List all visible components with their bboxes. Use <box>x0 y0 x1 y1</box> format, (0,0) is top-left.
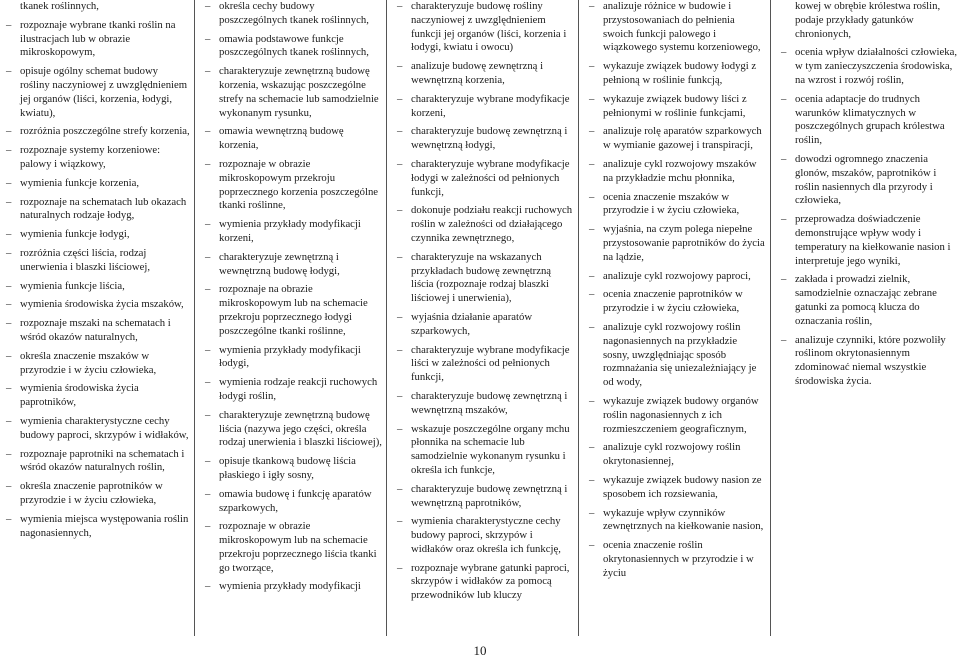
list-item: – określa cechy budowy poszczególnych tkanek roślinnych, <box>205 0 384 28</box>
list-item: – wymienia funkcje liścia, <box>6 280 192 294</box>
list-item-continuation: kowej w obrębie królestwa roślin, podaje przykłady gatunków chronionych, <box>795 0 941 40</box>
list-item-continuation: tkanek roślinnych, <box>20 0 99 12</box>
list-item: – charakteryzuje wybrane modyfikacje liści w zależności od pełnionych funkcji, <box>397 344 576 385</box>
list-item: – wykazuje związek budowy organów roślin nagonasiennych z ich rozmieszczeniem geograficznym, <box>589 395 768 436</box>
list-item: – opisuje tkankową budowę liścia płaskiego i igły sosny, <box>205 455 384 483</box>
list-item: – charakteryzuje na wskazanych przykładach budowę zewnętrzną liścia (rozpoznaje rodzaj blaszki liściowej i unerwienia), <box>397 251 576 306</box>
list-item: – wymienia charakterystyczne cechy budowy paproci, skrzypów i widłaków, <box>6 415 192 443</box>
list-item: – charakteryzuje zewnętrzną budowę korzenia, wskazując poszczególne strefy na schemacie lub samodzielnie wykonanym rysunku, <box>205 65 384 120</box>
list-item: – rozpoznaje na schematach lub okazach naturalnych rodzaje łodyg, <box>6 196 192 224</box>
list-item: – wyjaśnia działanie aparatów szparkowych, <box>397 311 576 339</box>
list-item: – ocenia wpływ działalności człowieka, w tym zanieczyszczenia środowiska, na wzrost i rozwój roślin, <box>781 46 960 87</box>
list-item: – ocenia znaczenie mszaków w przyrodzie i w życiu człowieka, <box>589 191 768 219</box>
list-item: – charakteryzuje budowę zewnętrzną i wewnętrzną paprotników, <box>397 483 576 511</box>
list-item: – wymienia funkcje korzenia, <box>6 177 192 191</box>
list-item: – analizuje cykl rozwojowy paproci, <box>589 270 768 284</box>
list-item: – wymienia charakterystyczne cechy budowy paproci, skrzypów i widłaków oraz określa ich funkcję, <box>397 515 576 556</box>
list-item: – wykazuje związek budowy liści z pełnionymi w roślinie funkcjami, <box>589 93 768 121</box>
list-item: – analizuje cykl rozwojowy roślin nagonasiennych na przykładzie sosny, uwzględniając sposób rozmnażania się uniezależniający je od wody, <box>589 321 768 390</box>
column-2 <box>194 0 384 636</box>
list-item: – ocenia znaczenie roślin okrytonasiennych w przyrodzie i w życiu <box>589 539 768 580</box>
list-item: – wymienia rodzaje reakcji ruchowych łodygi roślin, <box>205 376 384 404</box>
list-item: – zakłada i prowadzi zielnik, samodzielnie oznaczając zebrane gatunki za pomocą klucza do oznaczania roślin, <box>781 273 960 328</box>
list-item: – rozpoznaje w obrazie mikroskopowym przekroju poprzecznego korzenia poszczególne tkanki roślinne, <box>205 158 384 213</box>
column-1 <box>0 0 192 636</box>
list-item: – ocenia adaptacje do trudnych warunków klimatycznych w poszczególnych grupach królestwa roślin, <box>781 93 960 148</box>
list-item: – analizuje czynniki, które pozwoliły roślinom okrytonasiennym zdominować niemal wszystkie środowiska życia. <box>781 334 960 389</box>
list-item: – rozróżnia poszczególne strefy korzenia, <box>6 125 192 139</box>
list-item: – rozpoznaje w obrazie mikroskopowym lub na schemacie przekroju poprzecznego liścia tkanki go tworzące, <box>205 520 384 575</box>
list-item: – omawia wewnętrzną budowę korzenia, <box>205 125 384 153</box>
list-item: – omawia budowę i funkcję aparatów szparkowych, <box>205 488 384 516</box>
list-item: – analizuje budowę zewnętrzną i wewnętrzną korzenia, <box>397 60 576 88</box>
list-item: – dowodzi ogromnego znaczenia glonów, mszaków, paprotników i roślin nasiennych dla przyrody i człowieka, <box>781 153 960 208</box>
list-item: – wymienia miejsca występowania roślin nagonasiennych, <box>6 513 192 541</box>
list-item: – rozpoznaje systemy korzeniowe: palowy i wiązkowy, <box>6 144 192 172</box>
column-5 <box>770 0 960 636</box>
list-item: – charakteryzuje zewnętrzną budowę liścia (nazywa jego części, określa rodzaj unerwienia i blaszki liściowej), <box>205 409 384 450</box>
list-item: – omawia podstawowe funkcje poszczególnych tkanek roślinnych, <box>205 33 384 61</box>
list-item: – charakteryzuje budowę zewnętrzną i wewnętrzną łodygi, <box>397 125 576 153</box>
list-item: – analizuje cykl rozwojowy mszaków na przykładzie mchu płonnika, <box>589 158 768 186</box>
list-item: – rozpoznaje na obrazie mikroskopowym lub na schemacie przekroju poprzecznego łodygi poszczególne tkanki roślinne, <box>205 283 384 338</box>
list-item: – rozróżnia części liścia, rodzaj unerwienia i blaszki liściowej, <box>6 247 192 275</box>
list-item: – analizuje różnice w budowie i przystosowaniach do pełnienia swoich funkcji palowego i wiązkowego systemu korzeniowego, <box>589 0 768 55</box>
list-item: – analizuje rolę aparatów szparkowych w wymianie gazowej i transpiracji, <box>589 125 768 153</box>
list-item: – rozpoznaje wybrane tkanki roślin na ilustracjach lub w obrazie mikroskopowym, <box>6 19 192 60</box>
list-item: – wymienia przykłady modyfikacji <box>205 580 384 594</box>
list-item: – wymienia przykłady modyfikacji korzeni, <box>205 218 384 246</box>
list-item: – wymienia środowiska życia paprotników, <box>6 382 192 410</box>
page-number: 10 <box>473 643 487 658</box>
list-item: – wymienia przykłady modyfikacji łodygi, <box>205 344 384 372</box>
list-item: – określa znaczenie mszaków w przyrodzie i w życiu człowieka, <box>6 350 192 378</box>
list-item: – wymienia środowiska życia mszaków, <box>6 298 192 312</box>
list-item: – rozpoznaje mszaki na schematach i wśród okazów naturalnych, <box>6 317 192 345</box>
list-item: – analizuje cykl rozwojowy roślin okrytonasiennej, <box>589 441 768 469</box>
list-item: – dokonuje podziału reakcji ruchowych roślin w zależności od działającego czynnika zewnętrznego, <box>397 204 576 245</box>
list-item: – wykazuje wpływ czynników zewnętrznych na kiełkowanie nasion, <box>589 507 768 535</box>
list-item: – opisuje ogólny schemat budowy rośliny naczyniowej z uwzględnieniem jej organów (liści, korzenia, łodygi, kwiatu), <box>6 65 192 120</box>
list-item: – ocenia znaczenie paprotników w przyrodzie i w życiu człowieka, <box>589 288 768 316</box>
list-item: – określa znaczenie paprotników w przyrodzie i w życiu człowieka, <box>6 480 192 508</box>
list-item: – przeprowadza doświadczenie demonstrujące wpływ wody i temperatury na kiełkowanie nasion i interpretuje jego wyniki, <box>781 213 960 268</box>
list-item: – charakteryzuje zewnętrzną i wewnętrzną budowę łodygi, <box>205 251 384 279</box>
list-item: – wykazuje związek budowy nasion ze sposobem ich rozsiewania, <box>589 474 768 502</box>
list-item: – charakteryzuje wybrane modyfikacje korzeni, <box>397 93 576 121</box>
list-item: – rozpoznaje wybrane gatunki paproci, skrzypów i widłaków za pomocą przewodników lub kluczy <box>397 562 576 603</box>
list-item: – rozpoznaje paprotniki na schematach i wśród okazów naturalnych roślin, <box>6 448 192 476</box>
list-item: – charakteryzuje wybrane modyfikacje łodygi w zależności od pełnionych funkcji, <box>397 158 576 199</box>
column-4 <box>578 0 768 636</box>
list-item: – wymienia funkcje łodygi, <box>6 228 192 242</box>
list-item: – charakteryzuje budowę zewnętrzną i wewnętrzną mszaków, <box>397 390 576 418</box>
list-item: – wyjaśnia, na czym polega niepełne przystosowanie paprotników do życia na lądzie, <box>589 223 768 264</box>
list-item: – charakteryzuje budowę rośliny naczyniowej z uwzględnieniem funkcji jej organów (liści, korzenia i łodygi, kwiatu i owocu) <box>397 0 576 55</box>
list-item: – wykazuje związek budowy łodygi z pełnioną w roślinie funkcją, <box>589 60 768 88</box>
column-3 <box>386 0 576 636</box>
list-item: – wskazuje poszczególne organy mchu płonnika na schemacie lub samodzielnie wykonanym rysunku i określa ich funkcje, <box>397 423 576 478</box>
